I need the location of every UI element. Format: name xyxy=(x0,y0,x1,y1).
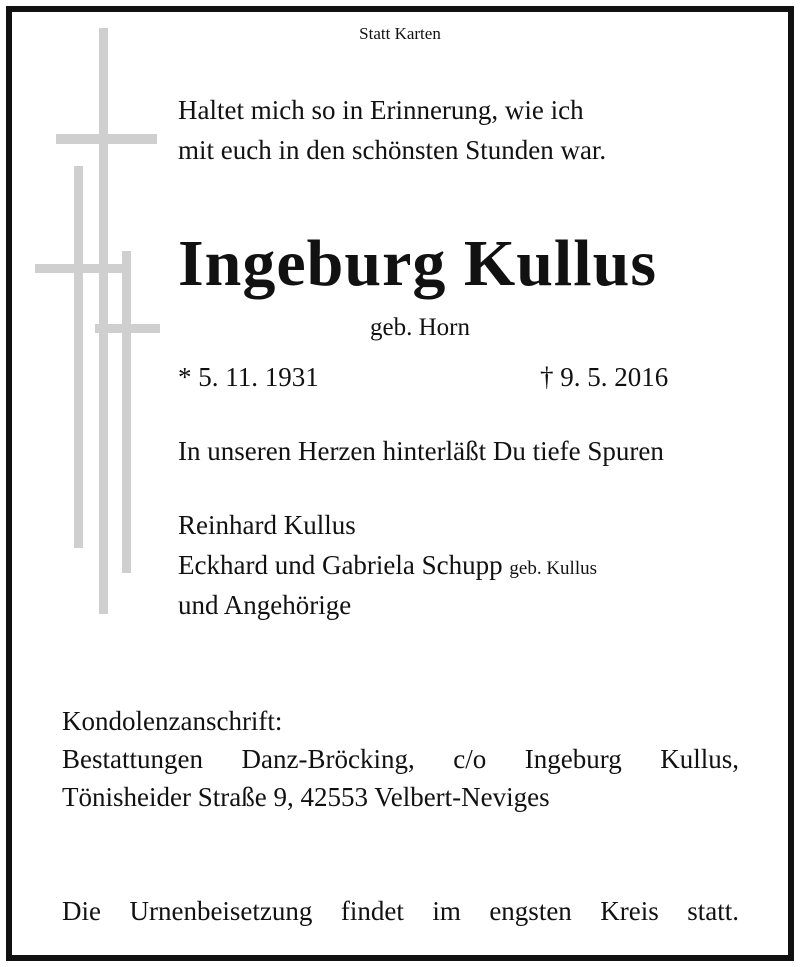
condolence-address-line-2: Tönisheider Straße 9, 42553 Velbert-Neviges xyxy=(62,782,550,812)
cross-1-horizontal xyxy=(56,134,157,144)
death-date: † 9. 5. 2016 xyxy=(540,362,669,392)
burial-note: Die Urnenbeisetzung findet im engsten Kreis statt. xyxy=(62,896,739,926)
mourner-line-1: Reinhard Kullus xyxy=(178,510,356,540)
cross-2-vertical xyxy=(74,166,83,548)
header-label: Statt Karten xyxy=(359,24,441,43)
deceased-name: Ingeburg Kullus xyxy=(178,227,657,300)
quote-line-1: Haltet mich so in Erinnerung, wie ich xyxy=(178,95,584,125)
mourner-line-2-main: Eckhard und Gabriela Schupp xyxy=(178,550,503,580)
mourner-line-2-note: geb. Kullus xyxy=(509,558,598,579)
birth-date: * 5. 11. 1931 xyxy=(178,362,319,392)
mourner-line-2 xyxy=(178,550,597,581)
quote-line-2: mit euch in den schönsten Stunden war. xyxy=(178,135,607,165)
memorial-line: In unseren Herzen hinterläßt Du tiefe Spuren xyxy=(178,436,664,466)
cross-3-vertical xyxy=(122,251,131,573)
condolence-heading: Kondolenzanschrift: xyxy=(62,706,283,736)
maiden-name: geb. Horn xyxy=(370,314,470,341)
cross-3-horizontal xyxy=(95,324,160,333)
cross-2-horizontal xyxy=(35,264,124,273)
cross-1-vertical xyxy=(99,28,108,614)
condolence-address-line-1: Bestattungen Danz-Bröcking, c/o Ingeburg Kullus, xyxy=(62,744,739,774)
mourner-line-3: und Angehörige xyxy=(178,590,352,620)
